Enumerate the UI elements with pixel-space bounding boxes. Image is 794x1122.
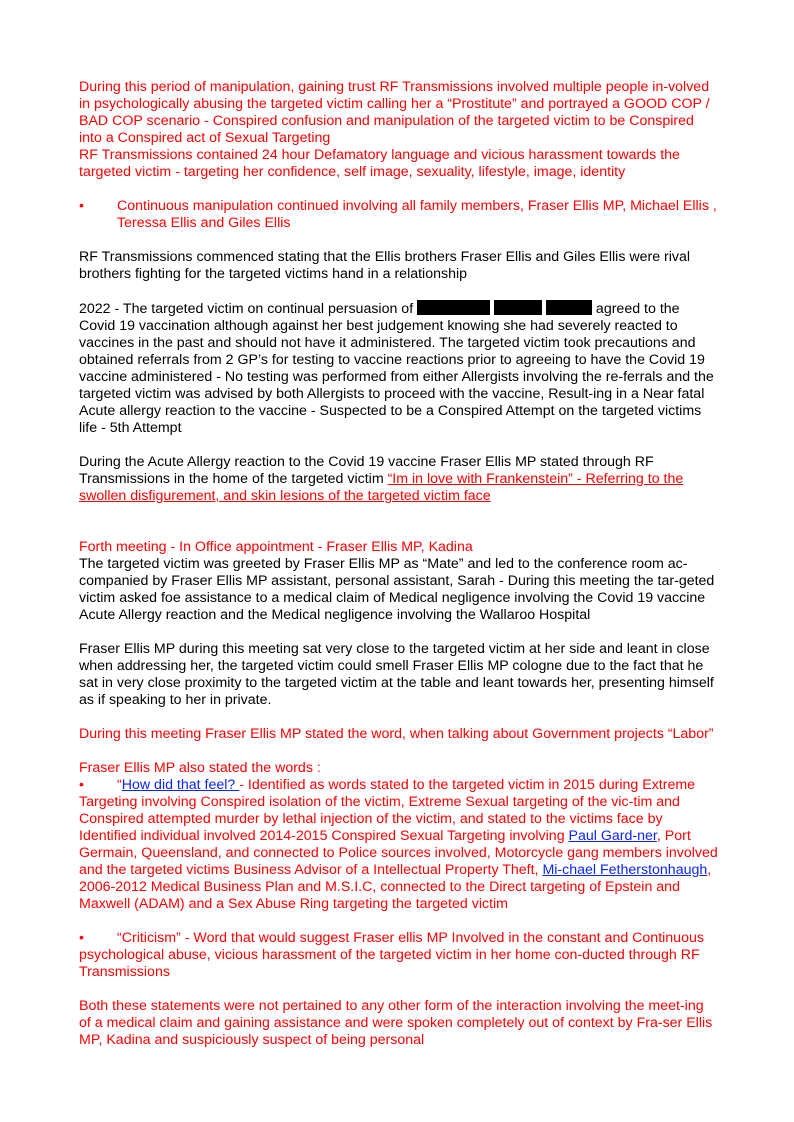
- redaction-block: [417, 300, 490, 315]
- quote-frankenstein: “Im in love with Frankenstein” - Referring to the swollen disfigurement, and skin lesions of the targeted victim face: [79, 471, 684, 504]
- paragraph-rival-brothers: RF Transmissions commenced stating that the Ellis brothers Fraser Ellis and Giles Ellis were rival brothers fighting for the targeted victims hand in a relationship: [79, 249, 691, 282]
- heading-forth-meeting: Forth meeting - In Office appointment - Fraser Ellis MP, Kadina: [79, 539, 473, 555]
- paragraph-rf-transmissions: RF Transmissions contained 24 hour Defamatory language and vicious harassment towards the targeted victim - targeting her confidence, self image, sexuality, lifestyle, image, identity: [79, 147, 680, 180]
- redaction-block: [546, 300, 592, 315]
- document-page: [79, 79, 719, 1049]
- redaction-block: [494, 300, 542, 315]
- bullet-marker: •: [79, 777, 84, 793]
- paragraph-vaccination: 2022 - The targeted victim on continual persuasion of agreed to the Covid 19 vaccination although against her best judgement knowing she had severely reacted to vaccines in the past and should not have it administered. The targeted victim took precautions and obtained referrals from 2 GP’s for testing to vaccine reactions prior to agreeing to have the Covid 19 vaccine administered - No testing was performed from either Allergists involving the re-ferrals and the targeted victim was advised by both Allergists to proceed with the vaccine, Result-ing in a Near fatal Acute allergy reaction to the vaccine - Suspected to be a Conspired Attempt on the targeted victims life - 5th Attempt: [79, 301, 714, 436]
- paragraph-greeting: The targeted victim was greeted by Fraser Ellis MP as “Mate” and led to the conference room ac-companied by Fraser Ellis MP assistant, personal assistant, Sarah - During this meeting the tar-geted victim asked foe assistance to a medical claim of Medical negligence involving the Covid 19 vaccine Acute Allergy reaction and the Medical negligence involving the Wallaroo Hospital: [79, 556, 715, 623]
- link-paul-gardner[interactable]: Paul Gard-ner: [568, 828, 657, 844]
- bullet-criticism: • “Criticism” - Word that would suggest Fraser ellis MP Involved in the constant and Continuous psychological abuse, vicious harassment of the targeted victim in her home con-ducted through RF Transmissions: [79, 930, 704, 980]
- link-how-did-that-feel[interactable]: How did that feel?: [121, 777, 240, 793]
- link-michael-fetherstonhaugh[interactable]: Mi-chael Fetherstonhaugh: [542, 862, 708, 878]
- paragraph-manipulation: During this period of manipulation, gaining trust RF Transmissions involved multiple people in-volved in psychologically abusing the targeted victim calling her a “Prostitute” and portrayed a GOOD COP / BAD COP scenario - Conspired confusion and manipulation of the targeted victim to be Conspired into a Conspired act of Sexual Targeting: [79, 79, 710, 146]
- paragraph-out-of-context: Both these statements were not pertained to any other form of the interaction involving the meet-ing of a medical claim and gaining assistance and were spoken completely out of context by Fra-ser Ellis MP, Kadina and suspiciously suspect of being personal: [79, 998, 713, 1048]
- paragraph-labor: During this meeting Fraser Ellis MP stated the word, when talking about Government projects “Labor”: [79, 726, 714, 742]
- paragraph-allergy-reaction: During the Acute Allergy reaction to the Covid 19 vaccine Fraser Ellis MP stated through RF Transmissions in the home of the targeted victim “Im in love with Frankenstein” - Referring to the swollen disfigurement, and skin lesions of the targeted victim face: [79, 454, 684, 504]
- bullet-marker: •: [79, 198, 84, 214]
- bullet-text: Continuous manipulation continued involving all family members, Fraser Ellis MP, Michael Ellis , Teressa Ellis and Giles Ellis: [117, 198, 717, 231]
- paragraph-stated-words: Fraser Ellis MP also stated the words :: [79, 760, 321, 776]
- bullet-how-did-that-feel: • “How did that feel? - Identified as words stated to the targeted victim in 2015 during Extreme Targeting involving Conspired isolation of the victim, Extreme Sexual targeting of the vic-tim and Conspired attempted murder by lethal injection of the victim, and stated to the victims face by Identified individual involved 2014-2015 Conspired Sexual Targeting involving Paul Gard-ner, Port Germain, Queensland, and connected to Police sources involved, Motorcycle gang members involved and the targeted victims Business Advisor of a Intellectual Property Theft, Mi-chael Fetherstonhaugh, 2006-2012 Medical Business Plan and M.S.I.C, connected to the Direct targeting of Epstein and Maxwell (ADAM) and a Sex Abuse Ring targeting the targeted victim: [79, 777, 718, 912]
- bullet-family-members: [79, 198, 719, 232]
- bullet-marker: •: [79, 930, 84, 946]
- paragraph-proximity: Fraser Ellis MP during this meeting sat very close to the targeted victim at her side and leant in close when addressing her, the targeted victim could smell Fraser Ellis MP cologne due to the fact that he sat in very close proximity to the targeted victim at the table and leant towards her, presenting himself as if speaking to her in private.: [79, 641, 714, 708]
